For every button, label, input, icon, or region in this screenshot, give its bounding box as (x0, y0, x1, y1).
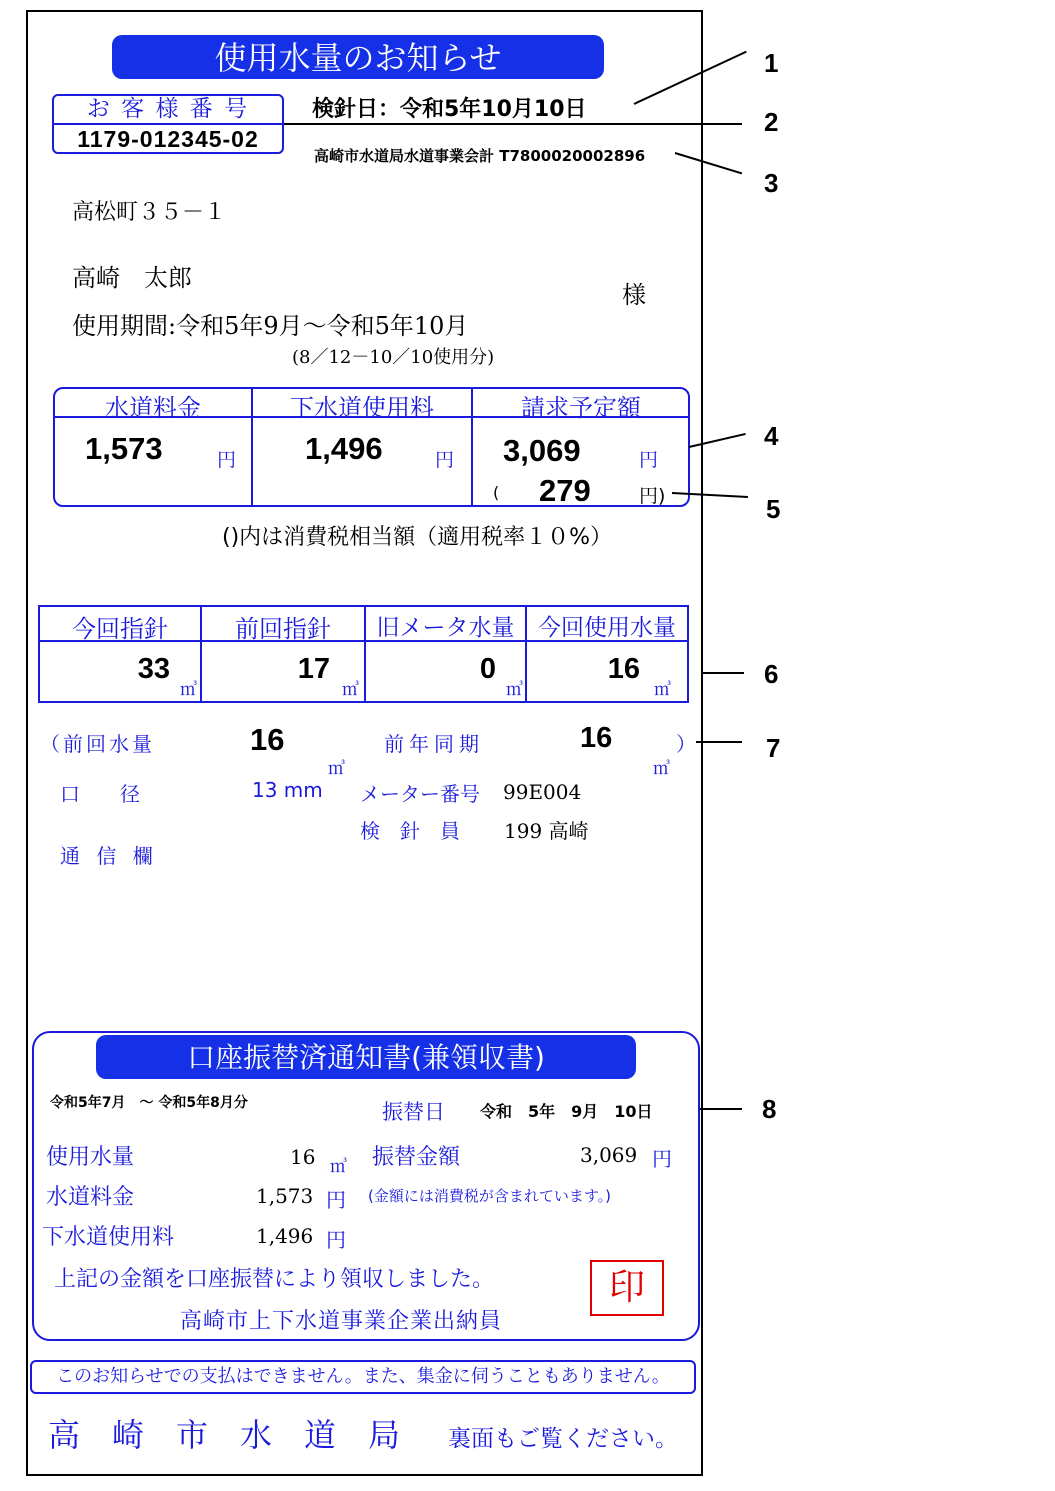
title-banner (112, 35, 604, 79)
meter-header: 旧メータ水量 (376, 615, 515, 641)
page-title: 使用水量のお知らせ (214, 39, 502, 77)
old-meter-value: 0 (479, 653, 496, 685)
tax-amount-value: 279 (539, 473, 591, 508)
callout-number: 8 (762, 1094, 777, 1124)
customer-number: 1179-012345-02 (77, 126, 259, 152)
cubic-meter-unit: ㎥ (180, 680, 197, 700)
yen-unit: 円 (326, 1228, 346, 1252)
transfer-date-value: 令和 5年 9月 10日 (480, 1102, 653, 1121)
receipt-usage-value: 16 (290, 1145, 316, 1169)
cashier-name: 高崎市上下水道事業企業出納員 (180, 1309, 503, 1334)
seal-text: 印 (608, 1267, 645, 1308)
usage-period: 使用期間:令和5年9月～令和5年10月 (72, 312, 469, 340)
yen-unit: 円 (639, 449, 659, 471)
issuer: 高崎市水道局水道事業会計 T7800020002896 (314, 147, 646, 165)
last-year-label: 前年同期 (384, 732, 484, 756)
customer-number-box (52, 94, 284, 154)
callout-number: 5 (766, 494, 781, 524)
meter-header: 今回使用水量 (538, 615, 676, 641)
footer-org: 高 崎 市 水 道 局 (48, 1416, 401, 1454)
callout-number: 2 (764, 107, 779, 137)
communication-label: 通 信 欄 (60, 844, 158, 868)
meter-number-value: 99E004 (503, 780, 582, 804)
received-message: 上記の金額を口座振替により領収しました。 (54, 1267, 495, 1292)
callout-number: 6 (764, 659, 779, 689)
callout-line (696, 741, 742, 743)
usage-period-detail: (8／12－10／10使用分) (292, 347, 495, 368)
reader-value: 199 高崎 (504, 819, 589, 843)
receipt-water-value: 1,573 (256, 1184, 314, 1208)
customer-name: 高崎 太郎 (72, 264, 192, 292)
cubic-meter-unit: ㎥ (342, 680, 359, 700)
meter-table (38, 605, 689, 703)
transfer-amount-value: 3,069 (580, 1143, 638, 1167)
yen-unit: 円 (435, 449, 455, 471)
close-paren: ） (676, 732, 696, 756)
water-charge-value: 1,573 (85, 431, 163, 466)
billing-amount-value: 3,069 (503, 433, 581, 468)
previous-usage-label: （前回水量 (40, 732, 155, 756)
tax-included-note: (金額には消費税が含まれています。) (368, 1187, 612, 1205)
callout-number: 1 (764, 48, 779, 78)
callout-line (702, 672, 744, 674)
honorific: 様 (622, 281, 646, 309)
tax-close-yen: 円) (639, 485, 666, 507)
cubic-meter-unit: ㎥ (330, 1157, 347, 1177)
current-usage-value: 16 (607, 653, 640, 685)
tax-note: ()内は消費税相当額（適用税率１０%） (222, 525, 613, 550)
seal-stamp (590, 1260, 664, 1316)
cubic-meter-unit: ㎥ (654, 680, 671, 700)
transfer-amount-label: 振替金額 (372, 1145, 461, 1170)
sewer-charge-label: 下水道使用料 (290, 394, 434, 422)
callout-line (284, 123, 742, 125)
customer-number-label: お 客 様 番 号 (54, 96, 282, 125)
receipt-water-label: 水道料金 (46, 1185, 135, 1210)
meter-header: 前回指針 (235, 615, 331, 643)
cubic-meter-unit: ㎥ (653, 759, 670, 779)
receipt-sewer-label: 下水道使用料 (42, 1225, 175, 1250)
notice-box (30, 1360, 696, 1394)
receipt-period: 令和5年7月 ～ 令和5年8月分 (50, 1095, 248, 1111)
yen-unit: 円 (326, 1188, 346, 1212)
yen-unit: 円 (217, 449, 237, 471)
receipt-banner (96, 1035, 636, 1079)
billing-amount-label: 請求予定額 (521, 394, 641, 422)
callout-number: 7 (766, 733, 781, 763)
water-charge-label: 水道料金 (105, 394, 201, 422)
sewer-charge-value: 1,496 (305, 431, 383, 466)
receipt-sewer-value: 1,496 (256, 1224, 314, 1248)
callout-number: 4 (764, 421, 779, 451)
meter-header: 今回指針 (72, 615, 168, 643)
meter-reading-date: 検針日：令和5年10月10日 (312, 97, 587, 122)
last-year-value: 16 (580, 722, 613, 754)
transfer-date-label: 振替日 (382, 1100, 445, 1124)
receipt-usage-label: 使用水量 (46, 1145, 135, 1170)
receipt-title: 口座振替済通知書(兼領収書) (187, 1041, 545, 1074)
customer-address: 高松町３５－１ (72, 200, 227, 225)
current-reading-value: 33 (137, 653, 170, 685)
caliber-value: 13 mm (252, 778, 323, 802)
cubic-meter-unit: ㎥ (506, 680, 523, 700)
meter-number-label: メーター番号 (360, 782, 480, 806)
yen-unit: 円 (652, 1147, 672, 1171)
previous-usage-value: 16 (250, 722, 285, 757)
notice-text: このお知らせでの支払はできません。また、集金に伺うこともありません。 (56, 1366, 670, 1387)
footer-see-back: 裏面もご覧ください。 (448, 1426, 678, 1452)
tax-open-paren: ( (493, 483, 500, 502)
caliber-label: 口 径 (60, 782, 140, 806)
cubic-meter-unit: ㎥ (328, 759, 345, 779)
charges-box (53, 387, 690, 507)
previous-reading-value: 17 (297, 653, 330, 685)
reader-label: 検 針 員 (360, 819, 460, 843)
callout-line (700, 1108, 742, 1110)
callout-number: 3 (764, 168, 779, 198)
